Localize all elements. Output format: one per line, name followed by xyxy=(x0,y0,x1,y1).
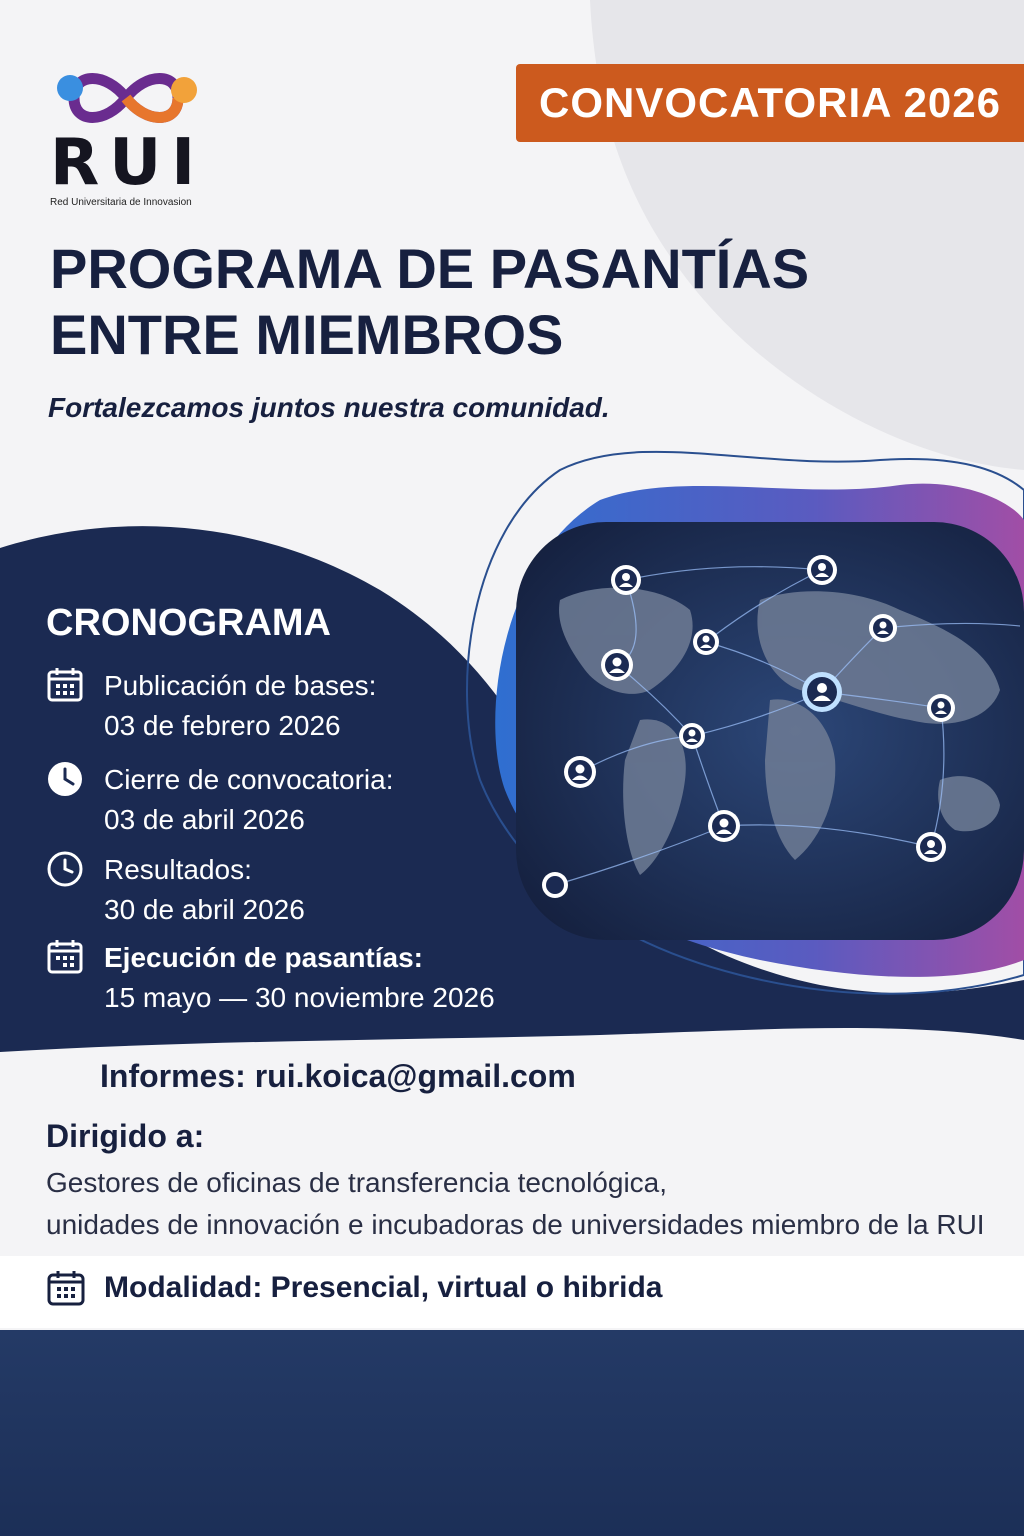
audience-line-2: unidades de innovación e incubadoras de universidades miembro de la RUI xyxy=(46,1209,985,1240)
audience-heading: Dirigido a: xyxy=(46,1118,205,1154)
calendar-icon xyxy=(46,1268,86,1308)
cronograma-item-ejecucion xyxy=(46,938,526,1022)
cronograma-heading: CRONOGRAMA xyxy=(46,602,331,644)
cronograma-item-publicacion xyxy=(46,666,526,750)
bottom-panel xyxy=(0,1330,1024,1536)
clock-icon xyxy=(46,760,84,798)
cronograma-item-label: Publicación de bases: xyxy=(104,670,377,701)
calendar-icon xyxy=(46,938,84,976)
cronograma-item-label: Ejecución de pasantías: xyxy=(104,942,423,973)
convocatoria-badge: CONVOCATORIA 2026 xyxy=(516,64,1024,142)
tagline: Fortalezcamos juntos nuestra comunidad. xyxy=(48,392,610,423)
clock-icon xyxy=(46,850,84,888)
calendar-icon xyxy=(46,666,84,704)
audience-description xyxy=(46,1162,1021,1246)
cronograma-item-resultados xyxy=(46,850,526,934)
cronograma-item-label: Resultados: xyxy=(104,854,252,885)
cronograma-item-value: 30 de abril 2026 xyxy=(104,894,305,925)
cronograma-item-value: 03 de abril 2026 xyxy=(104,804,305,835)
cronograma-item-value: 03 de febrero 2026 xyxy=(104,710,341,741)
audience-line-1: Gestores de oficinas de transferencia tecnológica, xyxy=(46,1167,668,1198)
title-line-2: ENTRE MIEMBROS xyxy=(50,303,564,366)
cronograma-item-cierre xyxy=(46,760,526,844)
page-title xyxy=(50,236,950,368)
logo-subtitle: Red Universitaria de Innovasion xyxy=(50,197,192,208)
title-line-1: PROGRAMA DE PASANTÍAS xyxy=(50,237,810,300)
cronograma-item-value: 15 mayo — 30 noviembre 2026 xyxy=(104,982,495,1013)
logo-text: RUI xyxy=(50,126,206,200)
modality-label: Modalidad: Presencial, virtual o hibrida xyxy=(104,1271,663,1304)
cronograma-item-label: Cierre de convocatoria: xyxy=(104,764,394,795)
contact-email[interactable]: Informes: rui.koica@gmail.com xyxy=(100,1058,576,1094)
logo-mark xyxy=(57,75,197,118)
